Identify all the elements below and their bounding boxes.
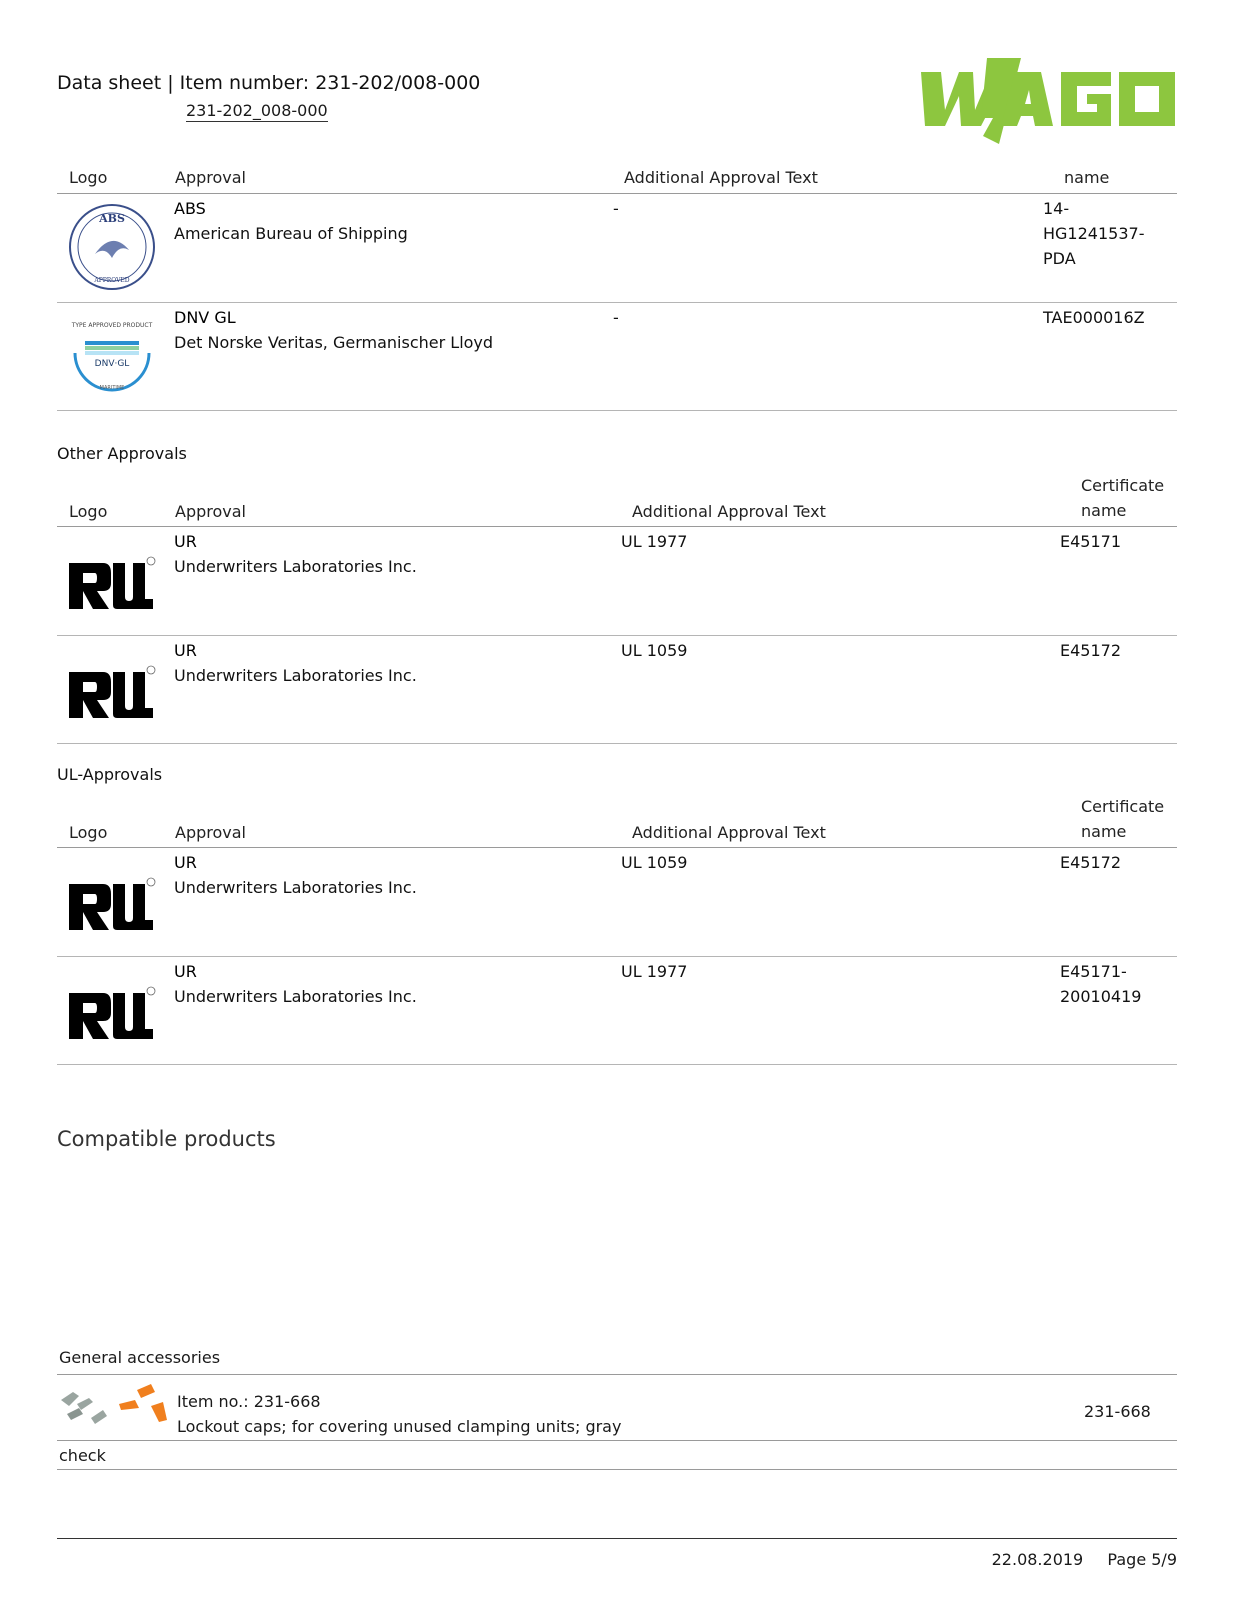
table-row: [57, 194, 1177, 303]
col-logo: Logo: [69, 502, 108, 521]
compatible-products-heading: Compatible products: [57, 1127, 276, 1151]
svg-text:TYPE APPROVED PRODUCT: TYPE APPROVED PRODUCT: [71, 322, 153, 329]
svg-text:MARITIME: MARITIME: [99, 385, 125, 391]
footer-info: [992, 1550, 1177, 1569]
approval-short: UR: [174, 962, 197, 981]
section-ul-approvals: UL-Approvals: [57, 765, 163, 784]
table-row: [57, 303, 1177, 411]
additional-text: UL 1977: [621, 532, 688, 551]
table-row: [57, 957, 1177, 1065]
table-row: [57, 848, 1177, 957]
svg-text:ABS: ABS: [99, 212, 125, 225]
additional-text: UL 1977: [621, 962, 688, 981]
approval-short: UR: [174, 641, 197, 660]
cert-name: E45171- 20010419: [1060, 962, 1142, 1006]
page-title: Data sheet | Item number: 231-202/008-000: [57, 72, 481, 94]
additional-text: -: [613, 308, 619, 327]
approval-short: ABS: [174, 199, 206, 218]
col-cert-name: Certificate name: [1081, 797, 1165, 841]
cert-name: E45172: [1060, 853, 1122, 872]
approval-long: Det Norske Veritas, Germanischer Lloyd: [174, 333, 494, 352]
additional-text: UL 1059: [621, 641, 688, 660]
col-approval: Approval: [175, 823, 246, 842]
table-row: [57, 527, 1177, 636]
approval-short: DNV GL: [174, 308, 236, 327]
approval-long: Underwriters Laboratories Inc.: [174, 987, 417, 1006]
cert-name: E45172: [1060, 641, 1122, 660]
section-other-approvals: Other Approvals: [57, 444, 187, 463]
wago-logo: [921, 58, 1177, 144]
footer-date: 22.08.2019: [991, 1550, 1084, 1569]
approval-long: Underwriters Laboratories Inc.: [174, 557, 417, 576]
cert-name: E45171: [1060, 532, 1122, 551]
dnv-logo: [67, 313, 157, 393]
general-accessories-heading: General accessories: [59, 1348, 221, 1367]
approval-short: UR: [174, 532, 197, 551]
svg-text:DNV·GL: DNV·GL: [94, 359, 130, 369]
ul-logo: [67, 664, 157, 724]
accessory-item-number[interactable]: Item no.: 231-668: [177, 1392, 321, 1411]
col-additional: Additional Approval Text: [632, 502, 826, 521]
lockout-caps-image: [59, 1382, 169, 1426]
table-row: [57, 636, 1177, 744]
accessory-code: 231-668: [1084, 1402, 1151, 1421]
ul-logo: [67, 555, 157, 615]
svg-text:APPROVED: APPROVED: [94, 277, 130, 284]
col-approval: Approval: [175, 502, 246, 521]
col-name: name: [1064, 168, 1110, 187]
col-additional: Additional Approval Text: [624, 168, 818, 187]
approval-long: Underwriters Laboratories Inc.: [174, 666, 417, 685]
col-cert-name: Certificate name: [1081, 476, 1165, 520]
col-additional: Additional Approval Text: [632, 823, 826, 842]
col-approval: Approval: [175, 168, 246, 187]
check-label[interactable]: check: [59, 1446, 106, 1465]
additional-text: -: [613, 199, 619, 218]
item-link[interactable]: 231-202_008-000: [186, 101, 328, 120]
col-logo: Logo: [69, 823, 108, 842]
additional-text: UL 1059: [621, 853, 688, 872]
col-logo: Logo: [69, 168, 108, 187]
approval-long: Underwriters Laboratories Inc.: [174, 878, 417, 897]
cert-name: TAE000016Z: [1043, 308, 1145, 327]
approval-long: American Bureau of Shipping: [174, 224, 408, 243]
ul-logo: [67, 985, 157, 1045]
approval-short: UR: [174, 853, 197, 872]
cert-name: 14- HG1241537- PDA: [1043, 199, 1145, 268]
footer-page: Page 5/9: [1107, 1550, 1177, 1569]
ul-logo: [67, 876, 157, 936]
accessory-description: Lockout caps; for covering unused clamping units; gray: [177, 1417, 622, 1436]
abs-logo: [67, 202, 157, 292]
